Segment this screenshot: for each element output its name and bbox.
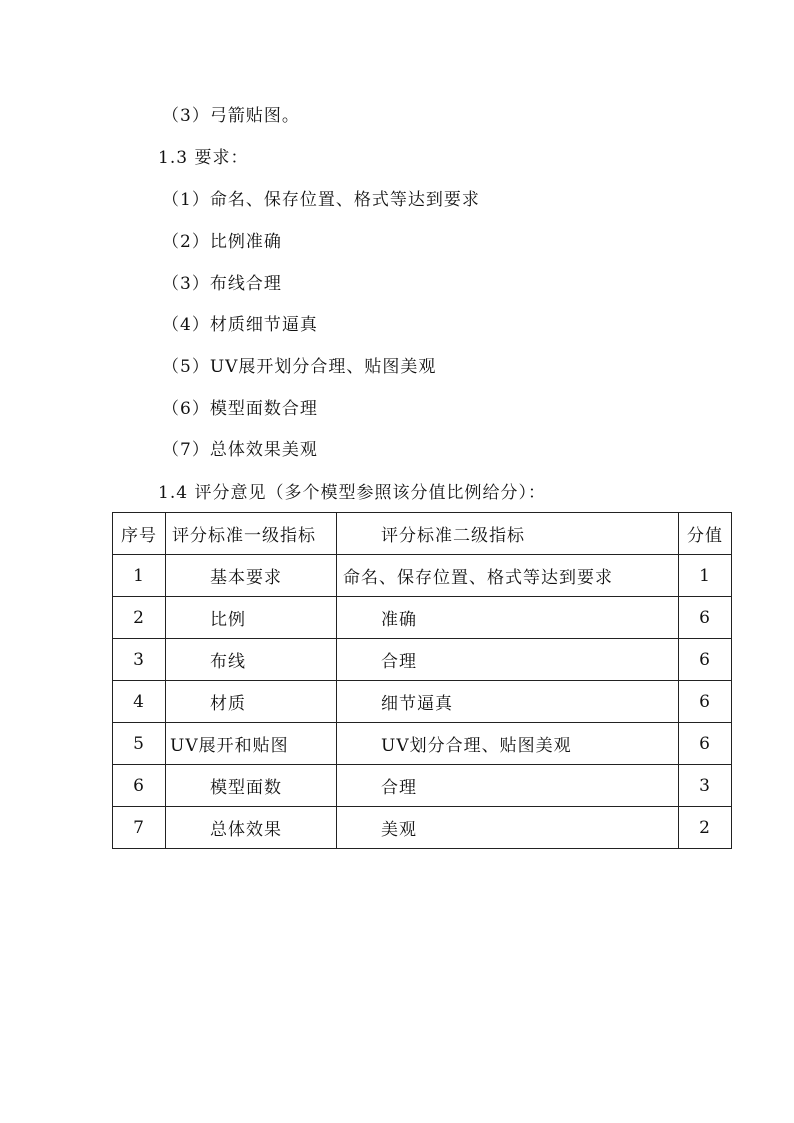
cell-score: 2 bbox=[679, 807, 732, 849]
cell-serial: 3 bbox=[113, 639, 166, 681]
requirement-item-1: （1）命名、保存位置、格式等达到要求 bbox=[162, 190, 480, 210]
cell-level2: 准确 bbox=[337, 597, 679, 639]
cell-serial: 5 bbox=[113, 723, 166, 765]
requirement-item-6: （6）模型面数合理 bbox=[162, 399, 318, 419]
cell-level1: 布线 bbox=[166, 639, 337, 681]
header-serial-number: 序号 bbox=[113, 513, 166, 555]
requirement-item-2: （2）比例准确 bbox=[162, 232, 282, 252]
table-row bbox=[113, 597, 732, 639]
cell-level1: 总体效果 bbox=[166, 807, 337, 849]
requirement-item-4: （4）材质细节逼真 bbox=[162, 315, 318, 335]
requirement-item-5: （5）UV展开划分合理、贴图美观 bbox=[162, 357, 437, 377]
item-bow-texture: （3）弓箭贴图。 bbox=[162, 106, 300, 126]
cell-score: 6 bbox=[679, 597, 732, 639]
table-row bbox=[113, 765, 732, 807]
requirement-item-3: （3）布线合理 bbox=[162, 274, 282, 294]
cell-score: 1 bbox=[679, 555, 732, 597]
header-score: 分值 bbox=[679, 513, 732, 555]
cell-score: 3 bbox=[679, 765, 732, 807]
section-heading-scoring: 1.4 评分意见（多个模型参照该分值比例给分）： bbox=[158, 483, 546, 503]
cell-level2: 合理 bbox=[337, 765, 679, 807]
cell-level2: 命名、保存位置、格式等达到要求 bbox=[337, 555, 679, 597]
header-level2-criteria: 评分标准二级指标 bbox=[337, 513, 679, 555]
table-row bbox=[113, 555, 732, 597]
cell-level1: 比例 bbox=[166, 597, 337, 639]
section-heading-requirements: 1.3 要求： bbox=[158, 148, 249, 168]
cell-level2: 美观 bbox=[337, 807, 679, 849]
cell-serial: 6 bbox=[113, 765, 166, 807]
cell-serial: 7 bbox=[113, 807, 166, 849]
cell-score: 6 bbox=[679, 639, 732, 681]
cell-level1: UV展开和贴图 bbox=[166, 723, 337, 765]
table-row bbox=[113, 681, 732, 723]
cell-level1: 模型面数 bbox=[166, 765, 337, 807]
cell-serial: 2 bbox=[113, 597, 166, 639]
cell-score: 6 bbox=[679, 723, 732, 765]
table-header-row bbox=[113, 513, 732, 555]
cell-serial: 4 bbox=[113, 681, 166, 723]
cell-level1: 材质 bbox=[166, 681, 337, 723]
cell-score: 6 bbox=[679, 681, 732, 723]
cell-level2: 合理 bbox=[337, 639, 679, 681]
cell-level2: UV划分合理、贴图美观 bbox=[337, 723, 679, 765]
requirement-item-7: （7）总体效果美观 bbox=[162, 440, 318, 460]
table-row bbox=[113, 807, 732, 849]
header-level1-criteria: 评分标准一级指标 bbox=[166, 513, 337, 555]
cell-level1: 基本要求 bbox=[166, 555, 337, 597]
cell-level2: 细节逼真 bbox=[337, 681, 679, 723]
scoring-table bbox=[112, 512, 732, 849]
cell-serial: 1 bbox=[113, 555, 166, 597]
table-row bbox=[113, 639, 732, 681]
table-row bbox=[113, 723, 732, 765]
